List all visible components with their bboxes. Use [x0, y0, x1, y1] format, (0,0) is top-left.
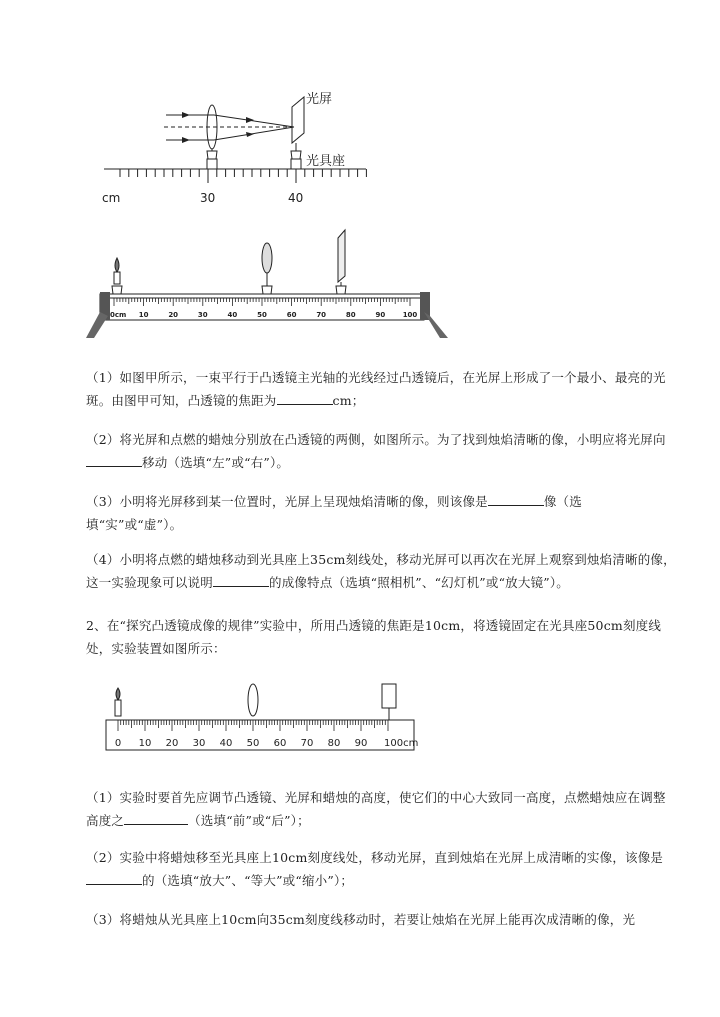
q1-part3: （3）小明将光屏移到某一位置时，光屏上呈现烛焰清晰的像，则该像是 像（选填“实”或“虚”）。 — [86, 490, 676, 536]
bench-tick-label: 30 — [192, 738, 206, 749]
bench-tick-label: 60 — [273, 738, 287, 749]
bench-tick-label: 90 — [375, 311, 386, 319]
unit-label: cm — [102, 191, 121, 205]
bench-tick-label: 40 — [227, 311, 238, 319]
lens-icon — [248, 684, 258, 716]
q1-part2: （2）将光屏和点燃的蜡烛分别放在凸透镜的两侧，如图所示。为了找到烛焰清晰的像，小明应将光屏向移动（选填“左”或“右”）。 — [86, 432, 666, 470]
answer-blank-order[interactable] — [124, 810, 188, 825]
figure-optical-bench-2 — [100, 680, 430, 756]
candle-icon — [115, 688, 121, 716]
bench-tick-label: 70 — [316, 311, 327, 319]
bench-tick-label: 30 — [197, 311, 208, 319]
answer-blank-image-type[interactable] — [488, 491, 544, 506]
answer-blank-focal[interactable] — [277, 390, 333, 405]
tick-label-30: 30 — [200, 191, 216, 205]
screen-icon — [382, 684, 396, 708]
bench-tick-label: 100cm — [384, 738, 419, 749]
label-bench: 光具座 — [306, 154, 346, 169]
bench-tick-label: 50 — [257, 311, 267, 319]
answer-blank-size[interactable] — [86, 870, 142, 885]
bench-tick-label: 60 — [286, 311, 297, 319]
label-screen: 光屏 — [306, 92, 333, 107]
figure-focal-length — [96, 85, 386, 210]
answer-blank-direction[interactable] — [86, 452, 142, 467]
bench-tick-label: 10 — [138, 738, 152, 749]
bench-tick-label: 20 — [168, 311, 179, 319]
figure-optical-bench-1 — [84, 228, 454, 340]
candle-icon — [112, 258, 122, 294]
lens-icon — [262, 243, 272, 294]
bench-tick-label: 0cm — [110, 311, 127, 319]
q1-part1: （1）如图甲所示，一束平行于凸透镜主光轴的光线经过凸透镜后，在光屏上形成了一个最小、最亮的光斑。由图甲可知，凸透镜的焦距为 cm； — [86, 370, 666, 408]
bench-tick-label: 50 — [246, 738, 260, 749]
bench-tick-label: 10 — [138, 311, 149, 319]
answer-blank-device[interactable] — [213, 572, 269, 587]
tick-label-40: 40 — [288, 191, 304, 205]
bench-tick-label: 80 — [345, 311, 356, 319]
bench-tick-label: 90 — [354, 738, 368, 749]
q2-intro: 2、在“探究凸透镜成像的规律”实验中，所用凸透镜的焦距是10cm，将透镜固定在光具座50cm刻度线处，实验装置如图所示： — [86, 618, 662, 656]
q2-part3: （3）将蜡烛从光具座上10cm向35cm刻度线移动时，若要让烛焰在光屏上能再次成清晰的像，光 — [86, 912, 636, 927]
bench-tick-label: 100 — [402, 311, 418, 319]
q2-part1: （1）实验时要首先应调节凸透镜、光屏和蜡烛的高度，使它们的中心大致同一高度，点燃蜡烛应在调整高度之 （选填“前”或“后”）； — [86, 790, 666, 828]
bench-tick-label: 20 — [165, 738, 179, 749]
bench-tick-label: 40 — [219, 738, 233, 749]
bench-tick-label: 80 — [327, 738, 341, 749]
q1-part4: （4）小明将点燃的蜡烛移动到光具座上35cm刻线处，移动光屏可以再次在光屏上观察到烛焰清晰的像，这一实验现象可以说明 的成像特点（选填“照相机”、“幻灯机”或“放大镜”）。 — [86, 552, 676, 590]
screen-icon — [292, 97, 304, 143]
screen-icon — [336, 230, 346, 294]
bench-tick-label: 70 — [300, 738, 314, 749]
q2-part2: （2）实验中将蜡烛移至光具座上10cm刻度线处，移动光屏，直到烛焰在光屏上成清晰的实像，该像是的（选填“放大”、“等大”或“缩小”）； — [86, 850, 664, 888]
bench-tick-label: 0 — [114, 738, 122, 749]
